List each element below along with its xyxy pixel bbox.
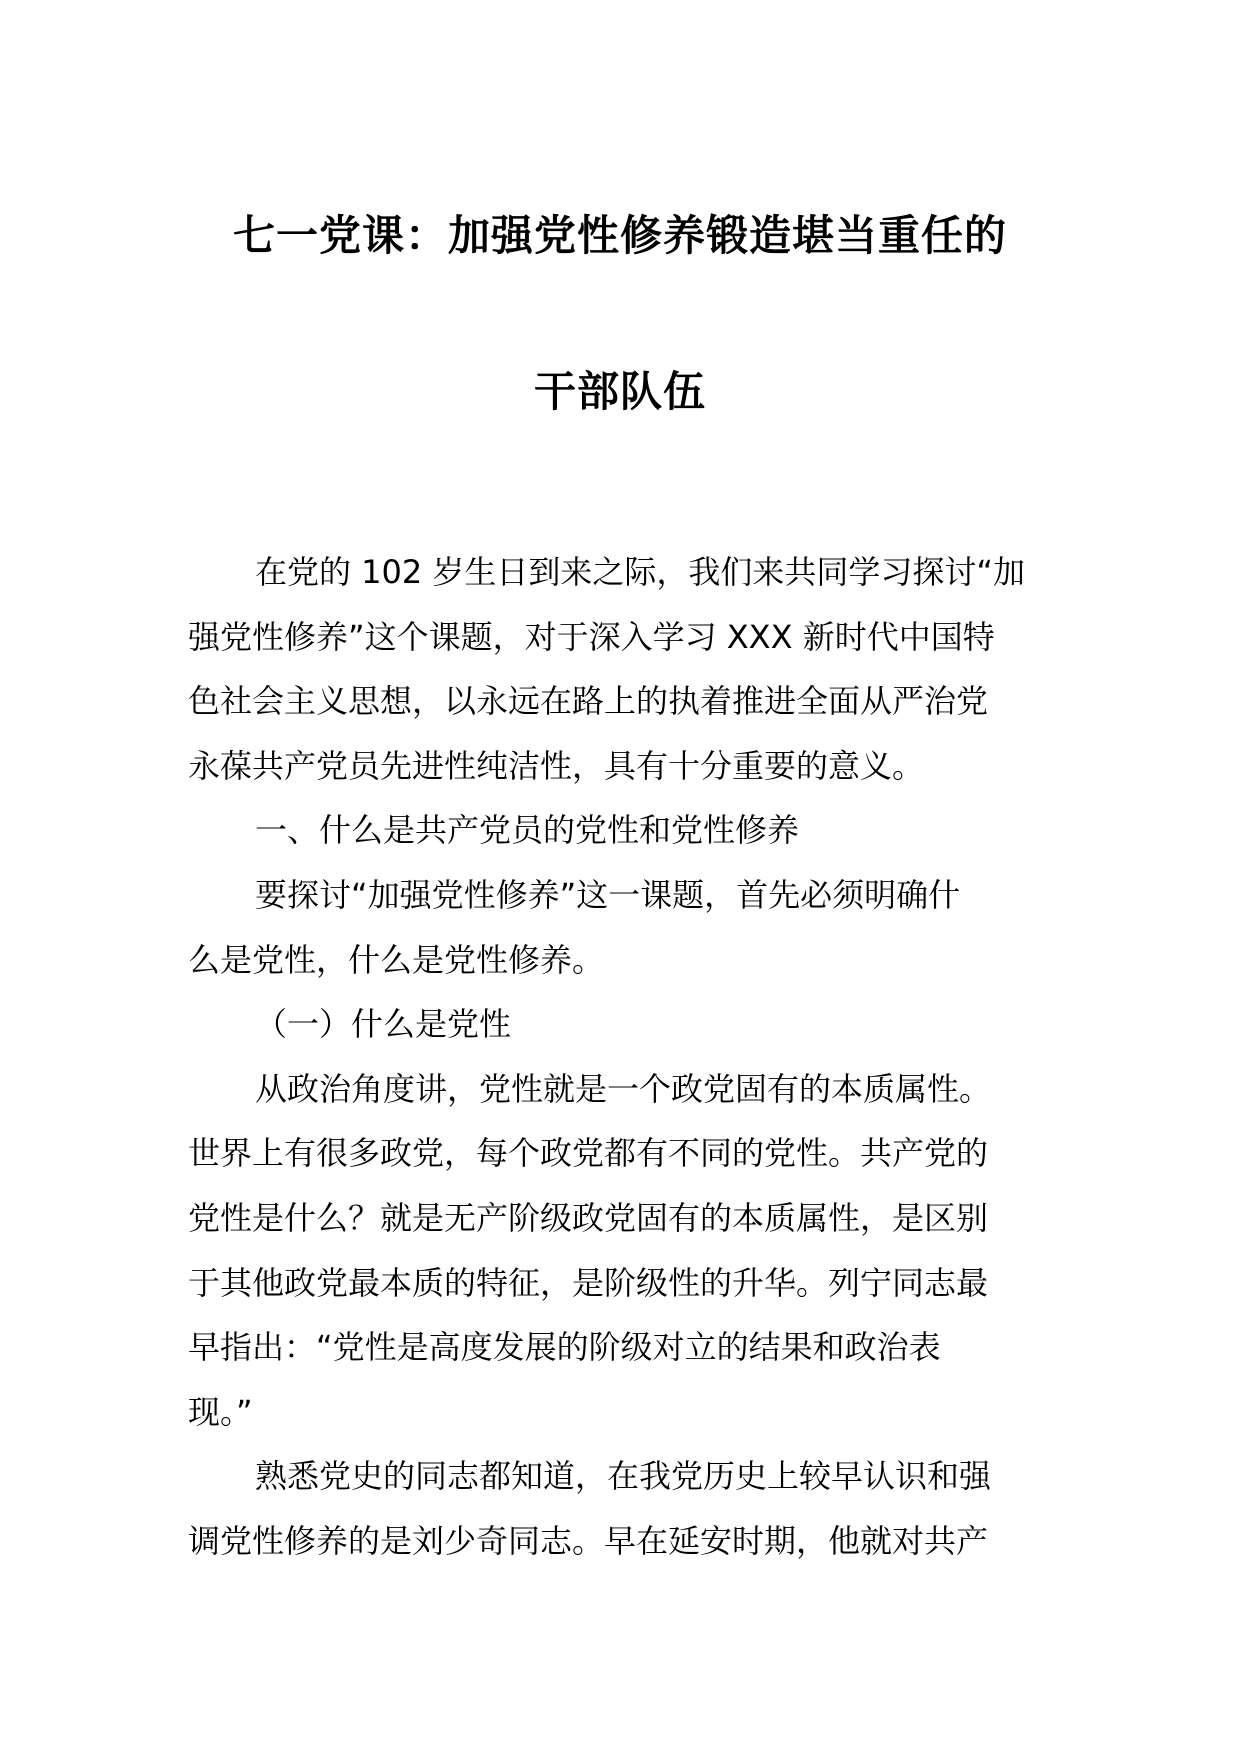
body-line: 熟悉党史的同志都知道，在我党历史上较早认识和强 <box>255 1457 992 1496</box>
body-line: 色社会主义思想，以永远在路上的执着推进全面从严治党 <box>188 682 989 721</box>
document-title-line-1: 七一党课：加强党性修养锻造堪当重任的 <box>232 211 1007 260</box>
body-line: 在党的 102 岁生日到来之际，我们来共同学习探讨“加 <box>255 553 1026 591</box>
document-body <box>188 540 1068 1574</box>
body-line: 早指出：“党性是高度发展的阶级对立的结果和政治表 <box>188 1328 941 1367</box>
body-line: （一）什么是党性 <box>255 1005 512 1044</box>
body-line: 调党性修养的是刘少奇同志。早在延安时期，他就对共产 <box>188 1521 989 1560</box>
body-line: 党性是什么？就是无产阶级政党固有的本质属性，是区别 <box>188 1198 989 1237</box>
body-line: 一、什么是共产党员的党性和党性修养 <box>255 811 800 850</box>
body-line: 强党性修养”这个课题，对于深入学习 XXX 新时代中国特 <box>188 617 995 656</box>
body-line: 从政治角度讲，党性就是一个政党固有的本质属性。 <box>255 1069 992 1108</box>
body-line: 于其他政党最本质的特征，是阶级性的升华。列宁同志最 <box>188 1263 989 1302</box>
body-line: 永葆共产党员先进性纯洁性，具有十分重要的意义。 <box>188 746 925 785</box>
document-title-line-2: 干部队伍 <box>533 367 706 416</box>
body-line: 么是党性，什么是党性修养。 <box>188 940 605 979</box>
body-line: 世界上有很多政党，每个政党都有不同的党性。共产党的 <box>188 1134 989 1173</box>
body-line: 要探讨“加强党性修养”这一课题，首先必须明确什 <box>255 875 961 914</box>
body-line: 现。” <box>188 1392 253 1431</box>
